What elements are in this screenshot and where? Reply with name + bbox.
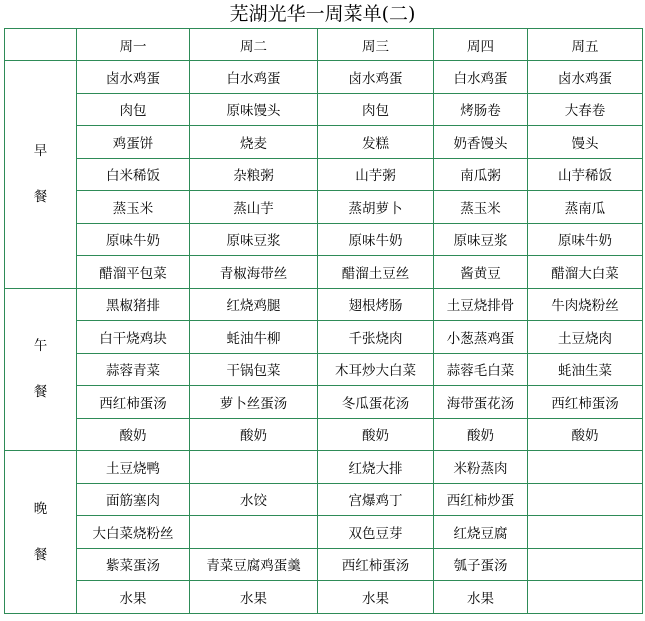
dish-cell: 翅根烤肠 <box>318 288 434 321</box>
dish-cell: 海带蛋花汤 <box>434 386 528 419</box>
dish-cell <box>528 548 643 581</box>
dish-cell: 小葱蒸鸡蛋 <box>434 321 528 354</box>
dish-cell: 大白菜烧粉丝 <box>77 516 190 549</box>
day-header: 周三 <box>318 29 434 61</box>
meal-char: 晚 <box>33 500 48 517</box>
table-row <box>5 93 643 126</box>
dish-cell: 西红柿炒蛋 <box>434 483 528 516</box>
dish-cell: 白水鸡蛋 <box>434 61 528 94</box>
dish-cell: 鸡蛋饼 <box>77 126 190 159</box>
dish-cell: 水果 <box>77 581 190 614</box>
dish-cell: 蒜蓉青菜 <box>77 353 190 386</box>
dish-cell: 米粉蒸肉 <box>434 451 528 484</box>
dish-cell: 面筋塞肉 <box>77 483 190 516</box>
table-row <box>5 581 643 614</box>
dish-cell: 蒸山芋 <box>190 191 318 224</box>
dish-cell: 白水鸡蛋 <box>190 61 318 94</box>
dish-cell: 千张烧肉 <box>318 321 434 354</box>
dish-cell: 水饺 <box>190 483 318 516</box>
table-row <box>5 61 643 94</box>
dish-cell: 土豆烧肉 <box>528 321 643 354</box>
meal-char: 午 <box>33 338 48 355</box>
dish-cell: 肉包 <box>77 93 190 126</box>
header-row <box>5 29 643 61</box>
dish-cell: 卤水鸡蛋 <box>77 61 190 94</box>
dish-cell: 杂粮粥 <box>190 158 318 191</box>
dish-cell: 大春卷 <box>528 93 643 126</box>
dish-cell: 蒸玉米 <box>434 191 528 224</box>
table-row <box>5 126 643 159</box>
dish-cell: 宫爆鸡丁 <box>318 483 434 516</box>
meal-label-lunch <box>5 288 77 451</box>
dish-cell: 蒸南瓜 <box>528 191 643 224</box>
day-header: 周四 <box>434 29 528 61</box>
dish-cell: 冬瓜蛋花汤 <box>318 386 434 419</box>
dish-cell: 红烧大排 <box>318 451 434 484</box>
dish-cell: 瓠子蛋汤 <box>434 548 528 581</box>
table-row <box>5 191 643 224</box>
day-header: 周一 <box>77 29 190 61</box>
dish-cell: 醋溜大白菜 <box>528 256 643 289</box>
dish-cell: 酸奶 <box>528 418 643 451</box>
meal-char: 餐 <box>33 384 48 401</box>
dish-cell <box>190 451 318 484</box>
dish-cell: 原味牛奶 <box>77 223 190 256</box>
dish-cell: 水果 <box>190 581 318 614</box>
dish-cell: 白米稀饭 <box>77 158 190 191</box>
dish-cell: 原味豆浆 <box>434 223 528 256</box>
dish-cell: 白干烧鸡块 <box>77 321 190 354</box>
dish-cell: 蚝油生菜 <box>528 353 643 386</box>
dish-cell: 发糕 <box>318 126 434 159</box>
dish-cell: 红烧鸡腿 <box>190 288 318 321</box>
table-row <box>5 483 643 516</box>
dish-cell: 水果 <box>434 581 528 614</box>
dish-cell: 烤肠卷 <box>434 93 528 126</box>
day-header: 周五 <box>528 29 643 61</box>
dish-cell <box>528 483 643 516</box>
dish-cell: 青椒海带丝 <box>190 256 318 289</box>
table-row <box>5 288 643 321</box>
dish-cell: 原味豆浆 <box>190 223 318 256</box>
meal-label-dinner <box>5 451 77 614</box>
dish-cell <box>528 581 643 614</box>
dish-cell: 酸奶 <box>190 418 318 451</box>
dish-cell: 萝卜丝蛋汤 <box>190 386 318 419</box>
dish-cell: 蚝油牛柳 <box>190 321 318 354</box>
table-row <box>5 451 643 484</box>
dish-cell: 西红柿蛋汤 <box>528 386 643 419</box>
dish-cell: 卤水鸡蛋 <box>318 61 434 94</box>
table-row <box>5 321 643 354</box>
dish-cell <box>528 516 643 549</box>
table-row <box>5 353 643 386</box>
dish-cell: 红烧豆腐 <box>434 516 528 549</box>
meal-char: 餐 <box>33 189 48 206</box>
table-row <box>5 386 643 419</box>
dish-cell: 山芋稀饭 <box>528 158 643 191</box>
dish-cell: 蒸玉米 <box>77 191 190 224</box>
dish-cell: 紫菜蛋汤 <box>77 548 190 581</box>
dish-cell: 双色豆芽 <box>318 516 434 549</box>
dish-cell: 黑椒猪排 <box>77 288 190 321</box>
dish-cell: 卤水鸡蛋 <box>528 61 643 94</box>
corner-cell <box>5 29 77 61</box>
dish-cell: 南瓜粥 <box>434 158 528 191</box>
dish-cell: 馒头 <box>528 126 643 159</box>
dish-cell: 醋溜平包菜 <box>77 256 190 289</box>
dish-cell: 酱黄豆 <box>434 256 528 289</box>
dish-cell: 原味牛奶 <box>318 223 434 256</box>
dish-cell: 西红柿蛋汤 <box>77 386 190 419</box>
dish-cell: 酸奶 <box>77 418 190 451</box>
dish-cell: 西红柿蛋汤 <box>318 548 434 581</box>
dish-cell: 蒜蓉毛白菜 <box>434 353 528 386</box>
dish-cell: 烧麦 <box>190 126 318 159</box>
table-row <box>5 516 643 549</box>
dish-cell: 青菜豆腐鸡蛋羹 <box>190 548 318 581</box>
dish-cell: 水果 <box>318 581 434 614</box>
dish-cell: 醋溜土豆丝 <box>318 256 434 289</box>
table-row <box>5 223 643 256</box>
table-row <box>5 256 643 289</box>
dish-cell: 土豆烧排骨 <box>434 288 528 321</box>
dish-cell: 干锅包菜 <box>190 353 318 386</box>
dish-cell: 肉包 <box>318 93 434 126</box>
table-row <box>5 158 643 191</box>
meal-char: 早 <box>33 143 48 160</box>
meal-char: 餐 <box>33 546 48 563</box>
dish-cell: 原味牛奶 <box>528 223 643 256</box>
dish-cell: 牛肉烧粉丝 <box>528 288 643 321</box>
table-row <box>5 548 643 581</box>
dish-cell: 酸奶 <box>318 418 434 451</box>
dish-cell: 木耳炒大白菜 <box>318 353 434 386</box>
dish-cell <box>528 451 643 484</box>
dish-cell: 土豆烧鸭 <box>77 451 190 484</box>
dish-cell: 蒸胡萝卜 <box>318 191 434 224</box>
meal-label-breakfast <box>5 61 77 289</box>
table-row <box>5 418 643 451</box>
dish-cell <box>190 516 318 549</box>
day-header: 周二 <box>190 29 318 61</box>
dish-cell: 山芋粥 <box>318 158 434 191</box>
weekly-menu-table <box>4 28 643 614</box>
dish-cell: 原味馒头 <box>190 93 318 126</box>
dish-cell: 奶香馒头 <box>434 126 528 159</box>
dish-cell: 酸奶 <box>434 418 528 451</box>
page-title: 芜湖光华一周菜单(二) <box>229 3 416 25</box>
